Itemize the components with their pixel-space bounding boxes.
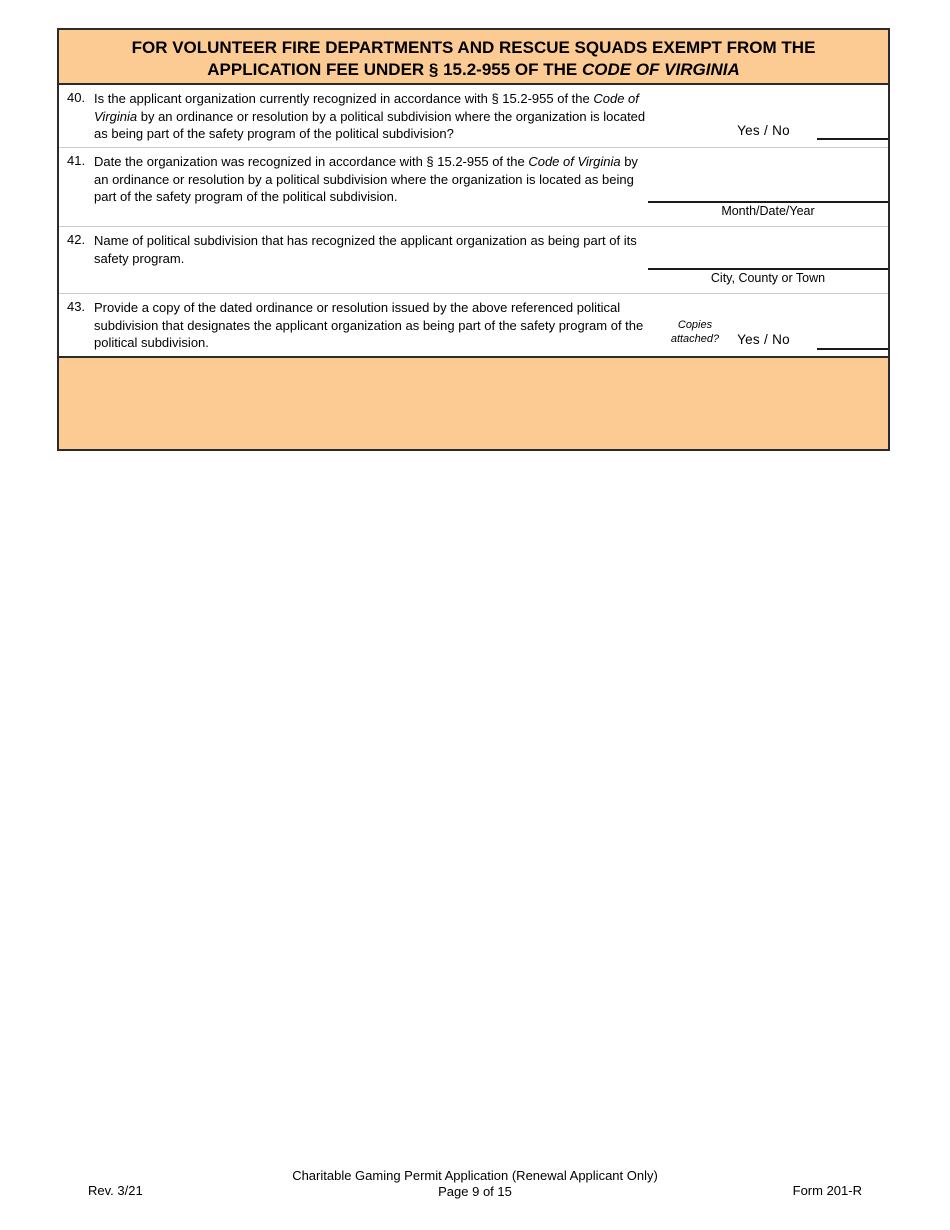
copies-attached-note: Copies attached? <box>670 319 720 345</box>
date-input-line[interactable] <box>648 201 888 218</box>
question-number: 40. <box>67 90 86 105</box>
question-number: 42. <box>67 232 86 247</box>
question-row-41 <box>59 148 888 227</box>
question-row-42 <box>59 227 888 294</box>
footer-form-number: Form 201-R <box>792 1183 862 1198</box>
question-row-43 <box>59 294 888 358</box>
section-header <box>59 30 888 85</box>
answer-blank-line[interactable] <box>817 348 888 350</box>
question-text: Provide a copy of the dated ordinance or resolution issued by the above referenced political subdivision that designates the applicant organization as being part of the safety program of the political subdivision. <box>94 300 644 350</box>
question-row-40 <box>59 85 888 148</box>
footer-revision: Rev. 3/21 <box>88 1183 143 1198</box>
empty-highlight-row <box>59 358 888 449</box>
yes-no-option[interactable]: Yes / No <box>737 123 790 138</box>
subdivision-input-line[interactable] <box>648 268 888 285</box>
question-text: Name of political subdivision that has recognized the applicant organization as being part of its safety program. <box>94 233 637 266</box>
yes-no-option[interactable]: Yes / No <box>737 332 790 347</box>
footer-document-title: Charitable Gaming Permit Application (Renewal Applicant Only) <box>292 1168 658 1183</box>
exemption-form-table <box>57 28 890 451</box>
footer-page-number: Page 9 of 15 <box>438 1184 512 1199</box>
question-number: 41. <box>67 153 86 168</box>
question-number: 43. <box>67 299 86 314</box>
answer-blank-line[interactable] <box>817 138 888 140</box>
question-text: Is the applicant organization currently recognized in accordance with § 15.2-955 of the Code of Virginia by an ordinance or resolution by a political subdivision where the organization is located as being part of the safety program of the political subdivision? <box>94 91 646 141</box>
field-caption: Month/Date/Year <box>721 204 815 218</box>
section-header-line1: FOR VOLUNTEER FIRE DEPARTMENTS AND RESCUE SQUADS EXEMPT FROM THE <box>131 38 816 57</box>
field-caption: City, County or Town <box>710 271 826 285</box>
question-text: Date the organization was recognized in accordance with § 15.2-955 of the Code of Virginia by an ordinance or resolution by a political subdivision where the organization is located as being part of the safety program of the political subdivision. <box>94 154 638 204</box>
section-header-line2: APPLICATION FEE UNDER § 15.2-955 OF THE CODE OF VIRGINIA <box>207 60 740 79</box>
